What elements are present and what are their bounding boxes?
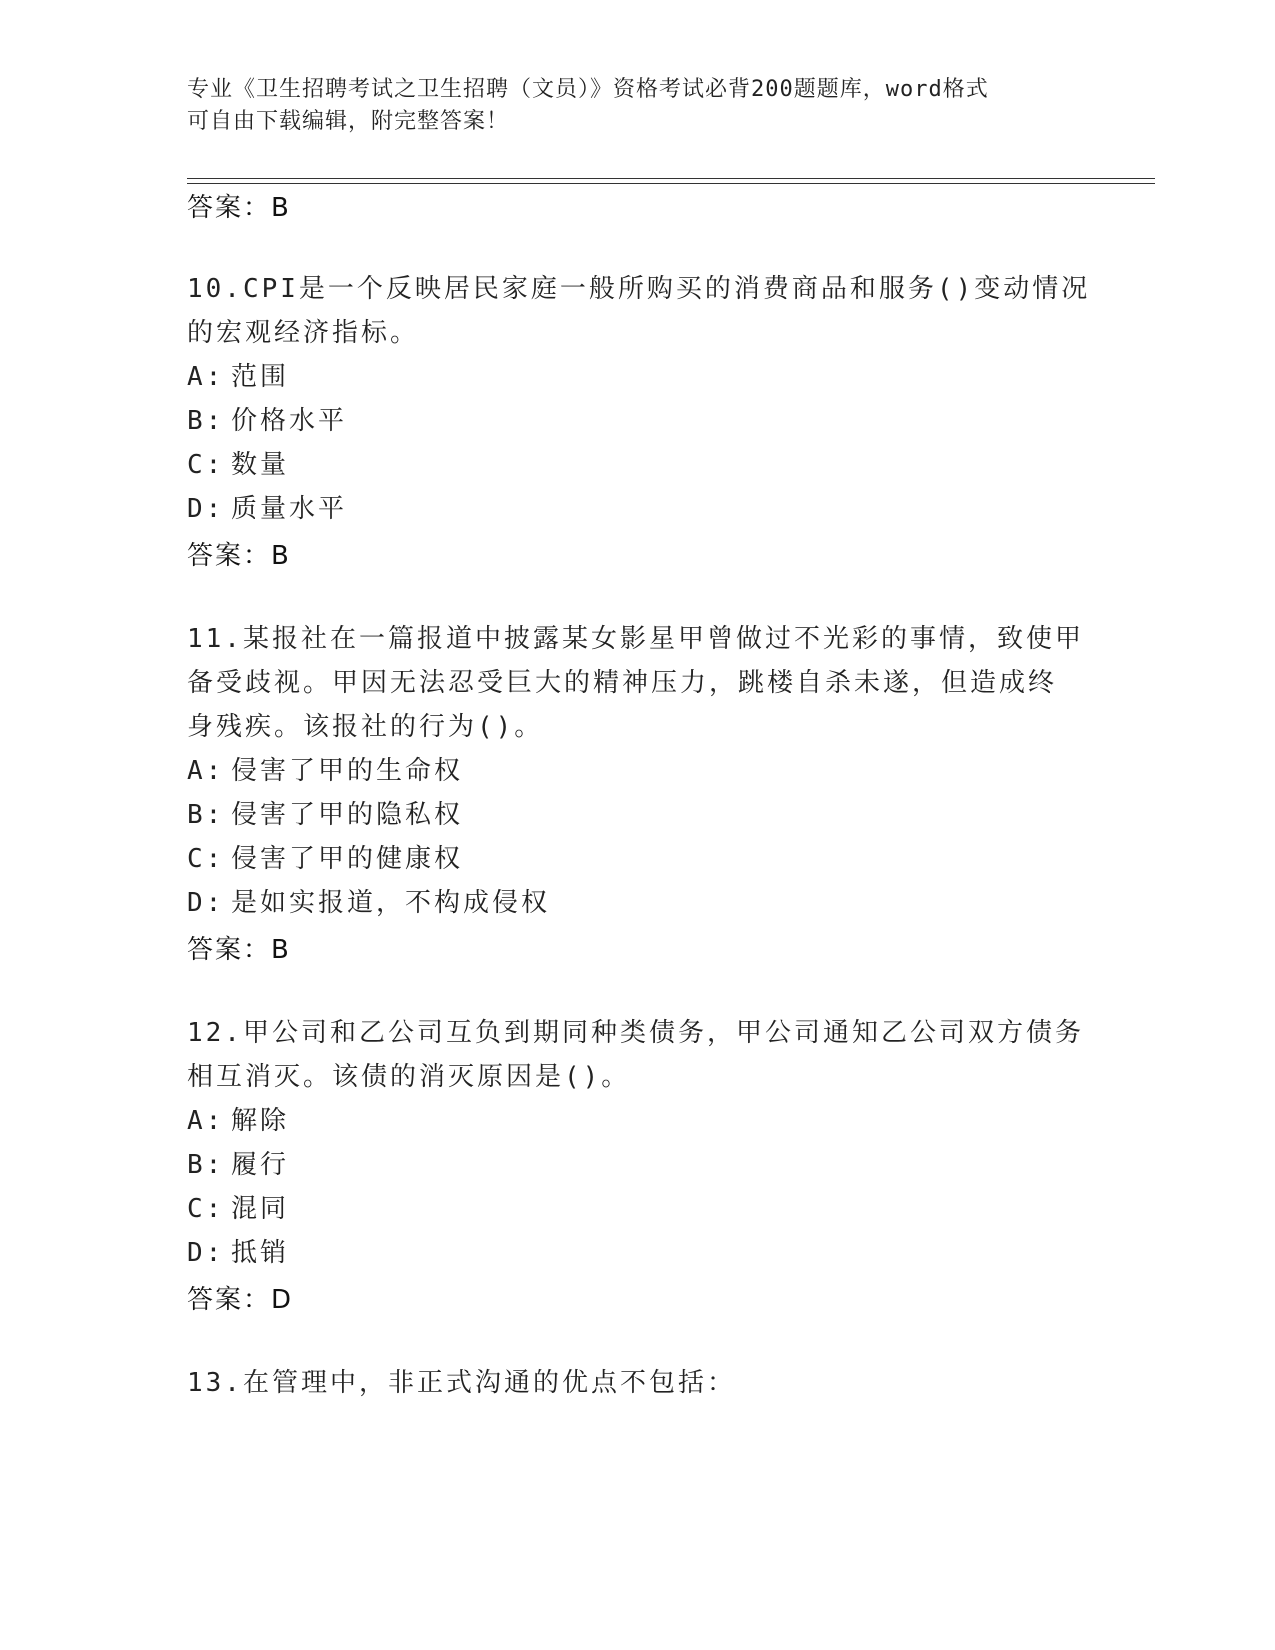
option-letter: C:: [187, 450, 225, 480]
question-10-answer: 答案：B: [187, 541, 291, 571]
question-10-option-a: [187, 360, 289, 394]
option-text: 是如实报道，不构成侵权: [231, 888, 551, 918]
option-letter: D:: [187, 888, 225, 918]
option-text: 侵害了甲的生命权: [231, 756, 464, 786]
question-12-option-a: [187, 1104, 289, 1138]
option-letter: A:: [187, 362, 225, 392]
document-header: [187, 74, 1077, 138]
question-10-option-b: [187, 404, 347, 438]
question-10-option-d: [187, 492, 347, 526]
question-11-line-2: 备受歧视。甲因无法忍受巨大的精神压力，跳楼自杀未遂，但造成终: [187, 668, 1058, 698]
question-13-line-1: 13.在管理中，非正式沟通的优点不包括：: [187, 1368, 736, 1398]
question-12-option-d: [187, 1236, 289, 1270]
question-10-line-2: 的宏观经济指标。: [187, 318, 420, 348]
question-10-line-1: 10.CPI是一个反映居民家庭一般所购买的消费商品和服务()变动情况: [187, 274, 1091, 304]
header-line-1: 专业《卫生招聘考试之卫生招聘（文员）》资格考试必背200题题库，word格式: [187, 77, 989, 102]
header-line-2: 可自由下载编辑，附完整答案！: [187, 109, 510, 134]
option-letter: C:: [187, 1194, 225, 1224]
question-11-line-3: 身残疾。该报社的行为()。: [187, 712, 544, 742]
option-text: 侵害了甲的健康权: [231, 844, 464, 874]
header-rule-top: [187, 178, 1155, 179]
option-text: 范围: [231, 362, 290, 392]
option-letter: B:: [187, 1150, 225, 1180]
option-letter: B:: [187, 800, 225, 830]
question-12-line-2: 相互消灭。该债的消灭原因是()。: [187, 1062, 631, 1092]
question-11-option-b: [187, 798, 463, 832]
answer-previous: 答案：B: [187, 193, 291, 223]
question-12-option-c: [187, 1192, 289, 1226]
option-letter: A:: [187, 1106, 225, 1136]
option-text: 履行: [231, 1150, 290, 1180]
question-12-answer: 答案：D: [187, 1285, 294, 1315]
option-text: 数量: [231, 450, 290, 480]
question-11-line-1: 11.某报社在一篇报道中披露某女影星甲曾做过不光彩的事情，致使甲: [187, 624, 1084, 654]
question-11-answer: 答案：B: [187, 935, 291, 965]
option-letter: B:: [187, 406, 225, 436]
question-10-option-c: [187, 448, 289, 482]
option-letter: D:: [187, 1238, 225, 1268]
option-letter: D:: [187, 494, 225, 524]
question-12-option-b: [187, 1148, 289, 1182]
option-text: 混同: [231, 1194, 290, 1224]
question-12-line-1: 12.甲公司和乙公司互负到期同种类债务，甲公司通知乙公司双方债务: [187, 1018, 1084, 1048]
option-text: 解除: [231, 1106, 290, 1136]
option-text: 质量水平: [231, 494, 348, 524]
question-11-option-a: [187, 754, 463, 788]
option-text: 价格水平: [231, 406, 348, 436]
question-11-option-c: [187, 842, 463, 876]
option-text: 抵销: [231, 1238, 290, 1268]
option-text: 侵害了甲的隐私权: [231, 800, 464, 830]
option-letter: A:: [187, 756, 225, 786]
question-11-option-d: [187, 886, 550, 920]
option-letter: C:: [187, 844, 225, 874]
header-rule-bottom: [187, 183, 1155, 184]
